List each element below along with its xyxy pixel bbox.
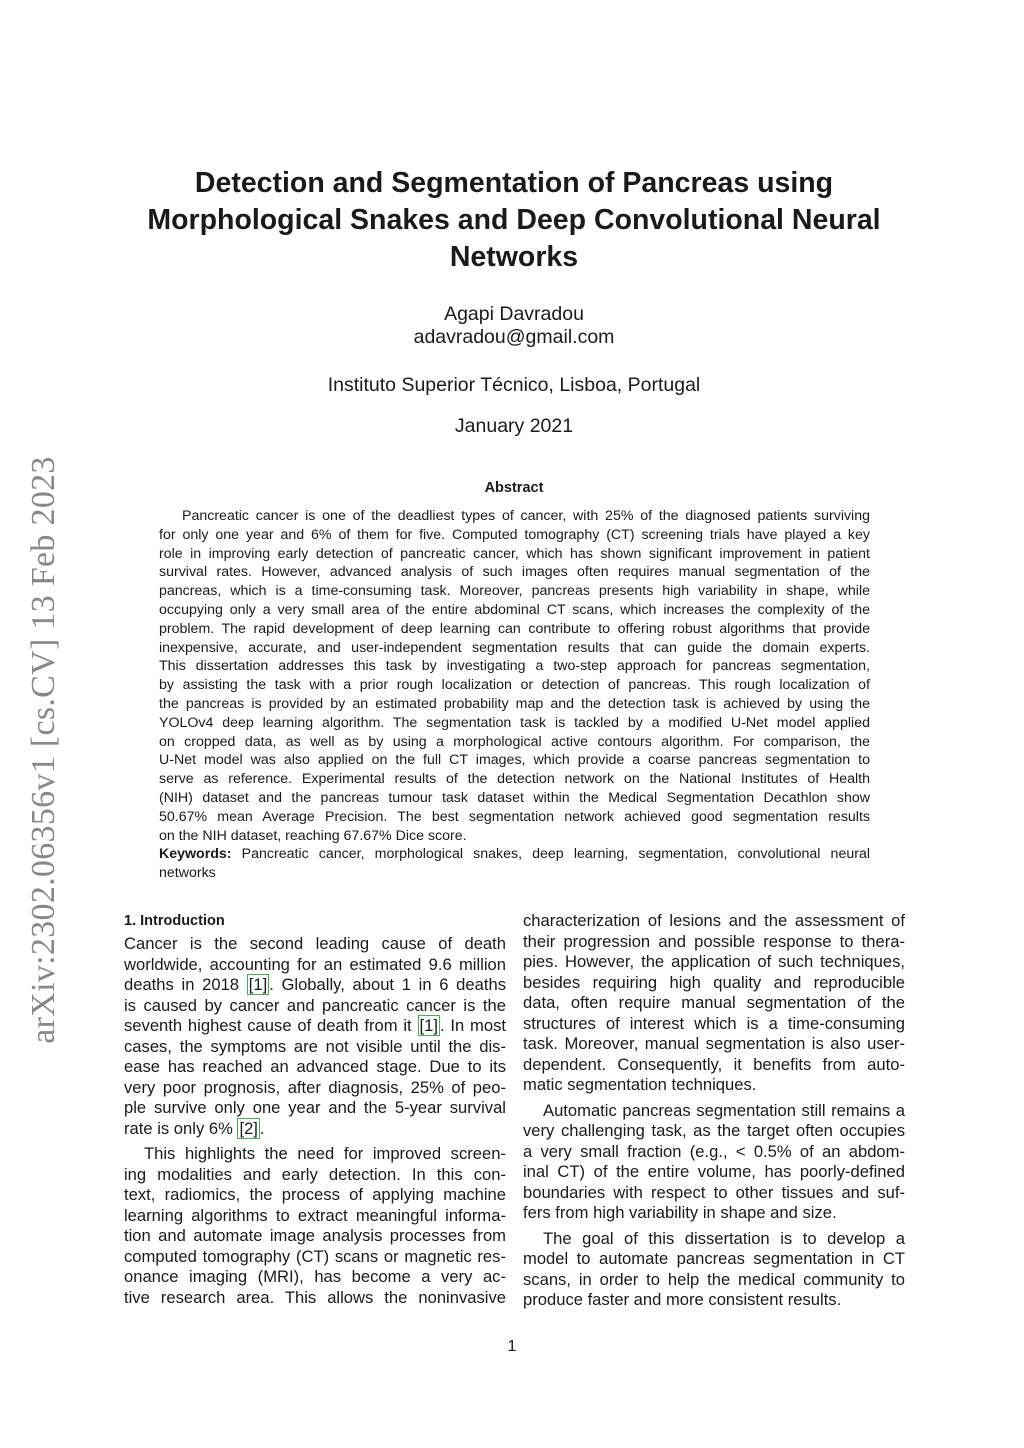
body-line: Cancer is the second leading cause of death: [124, 934, 506, 953]
abstract-line: Pancreatic cancer is one of the deadliest types of cancer, with 25% of the diagnosed patients surviving: [182, 508, 870, 524]
arxiv-stamp-text: arXiv:2302.06356v1 [cs.CV] 13 Feb 2023: [25, 456, 62, 1044]
body-text: .: [259, 1118, 265, 1138]
abstract-line: on the NIH dataset, reaching 67.67% Dice score.: [159, 827, 467, 844]
body-line: ease has reached an advanced stage. Due to its: [124, 1057, 506, 1076]
abstract-heading: Abstract: [484, 480, 544, 496]
body-line: their progression and possible response to thera-: [523, 931, 905, 951]
body-line: fers from high variability in shape and size.: [523, 1203, 837, 1222]
abstract-line: survival rates. However, advanced analysis of such images often requires manual segmentation of the: [159, 564, 870, 581]
abstract-line: pancreas, which is a time-consuming task. Moreover, pancreas presents high variability in shape, while: [159, 583, 870, 600]
body-line: ing modalities and early detection. In this con-: [124, 1164, 506, 1184]
abstract-line: the pancreas is provided by an estimated probability map and the detection task is achieved by using the: [159, 695, 870, 712]
body-line: [124, 975, 506, 996]
body-line: data, often require manual segmentation of the: [523, 993, 905, 1012]
body-line: pies. However, the application of such techniques,: [523, 952, 905, 971]
author-email: adavradou@gmail.com: [413, 326, 615, 348]
abstract-line: for only one year and 6% of them for five. Computed tomography (CT) screening trials have played a key: [159, 526, 870, 543]
abstract-line: YOLOv4 deep learning algorithm. The segmentation task is tackled by a modified U-Net model applied: [159, 714, 870, 731]
body-line: structures of interest which is a time-consuming: [523, 1013, 905, 1033]
body-line: a very small fraction (e.g., < 0.5% of an abdom-: [523, 1141, 905, 1161]
body-line: besides requiring high quality and reproducible: [523, 972, 905, 992]
citation-link[interactable]: [2]: [239, 1118, 258, 1138]
body-line: [124, 1119, 506, 1140]
abstract-line: (NIH) dataset and the pancreas tumour task dataset within the Medical Segmentation Decathlon show: [159, 789, 870, 806]
body-text: deaths in 2018: [124, 975, 247, 994]
body-line: This highlights the need for improved screen-: [144, 1144, 506, 1163]
body-line: ple survive only one year and the 5-year survival: [124, 1098, 506, 1117]
body-line: matic segmentation techniques.: [523, 1075, 757, 1094]
body-text: seventh highest cause of death from it: [124, 1016, 418, 1035]
body-text: . In most: [439, 1016, 506, 1035]
body-line: Automatic pancreas segmentation still remains a: [543, 1100, 905, 1120]
body-text: rate is only 6%: [124, 1118, 238, 1138]
body-line: characterization of lesions and the assessment of: [523, 911, 905, 930]
body-line: model to automate pancreas segmentation in CT: [523, 1249, 905, 1268]
body-line: worldwide, accounting for an estimated 9.6 million: [124, 954, 506, 974]
body-line: cases, the symptoms are not visible until the dis-: [124, 1036, 506, 1056]
title-line: Detection and Segmentation of Pancreas using: [194, 167, 834, 199]
body-line: onance imaging (MRI), has become a very ac-: [124, 1267, 506, 1286]
left-column: [124, 911, 506, 1308]
author-name: Agapi Davradou: [444, 303, 584, 325]
body-line: task. Moreover, manual segmentation is also user-: [523, 1034, 905, 1053]
abstract-line: This dissertation addresses this task by investigating a two-step approach for pancreas segmentation,: [159, 658, 870, 675]
body-line: very challenging task, as the target often occupies: [523, 1121, 905, 1140]
abstract-line: U-Net model was also applied on the full CT images, which provide a coarse pancreas segmentation to: [159, 752, 870, 769]
abstract-line: serve as reference. Experimental results of the detection network on the National Institutes of Health: [159, 771, 870, 788]
abstract-line: inexpensive, accurate, and user-independent segmentation results that can guide the domain experts.: [159, 639, 870, 656]
body-line: computed tomography (CT) scans or magnetic res-: [124, 1246, 506, 1266]
body-line: learning algorithms to extract meaningful informa-: [124, 1205, 506, 1225]
abstract-line: role in improving early detection of pancreatic cancer, which has shown significant improvement in patient: [159, 545, 870, 562]
title-line: Networks: [449, 241, 579, 273]
keywords-text: Pancreatic cancer, morphological snakes, deep learning, segmentation, convolutional neural: [241, 846, 870, 863]
body-line: is caused by cancer and pancreatic cancer is the: [124, 995, 506, 1015]
body-line: inal CT) of the entire volume, has poorly-defined: [523, 1162, 905, 1181]
keywords-label: Keywords:: [159, 846, 232, 863]
title-line: Morphological Snakes and Deep Convolutional Neural: [147, 204, 881, 236]
abstract-line: on cropped data, as well as by using a morphological active contours algorithm. For comparison, the: [159, 733, 870, 750]
citation-link[interactable]: [1]: [248, 975, 268, 994]
abstract-line: 50.67% mean Average Precision. The best segmentation network achieved good segmentation results: [159, 808, 870, 825]
body-line: tive research area. This allows the noninvasive: [124, 1287, 506, 1307]
body-line: produce faster and more consistent results.: [523, 1290, 842, 1309]
paper-date: January 2021: [454, 415, 574, 437]
keywords-line-2: networks: [159, 865, 216, 882]
affiliation: Instituto Superior Técnico, Lisboa, Portugal: [327, 374, 701, 396]
body-line: tion and automate image analysis processes from: [124, 1226, 506, 1245]
body-line: dependent. Consequently, it benefits from auto-: [523, 1054, 905, 1074]
abstract-body: [159, 507, 870, 883]
abstract-line: occupying only a very small area of the entire abdominal CT scans, which increases the complexity of the: [159, 601, 870, 618]
page-number: 1: [507, 1338, 517, 1355]
citation-link[interactable]: [1]: [419, 1016, 438, 1035]
right-column: [523, 911, 905, 1311]
body-line: [124, 1016, 506, 1037]
section-heading-introduction: 1. Introduction: [124, 913, 225, 929]
body-line: text, radiomics, the process of applying machine: [124, 1185, 506, 1204]
body-line: scans, in order to help the medical community to: [523, 1269, 905, 1289]
body-line: very poor prognosis, after diagnosis, 25% of peo-: [124, 1077, 506, 1097]
paper-title: [110, 165, 918, 276]
body-line: boundaries with respect to other tissues and suf-: [523, 1182, 905, 1202]
body-line: The goal of this dissertation is to develop a: [543, 1228, 905, 1248]
abstract-line: by assisting the task with a prior rough localization or detection of pancreas. This rough localization of: [159, 677, 870, 694]
keywords-line: [159, 845, 870, 864]
abstract-line: problem. The rapid development of deep learning can contribute to offering robust algorithms that provide: [159, 620, 870, 637]
body-text: . Globally, about 1 in 6 deaths: [269, 975, 506, 994]
